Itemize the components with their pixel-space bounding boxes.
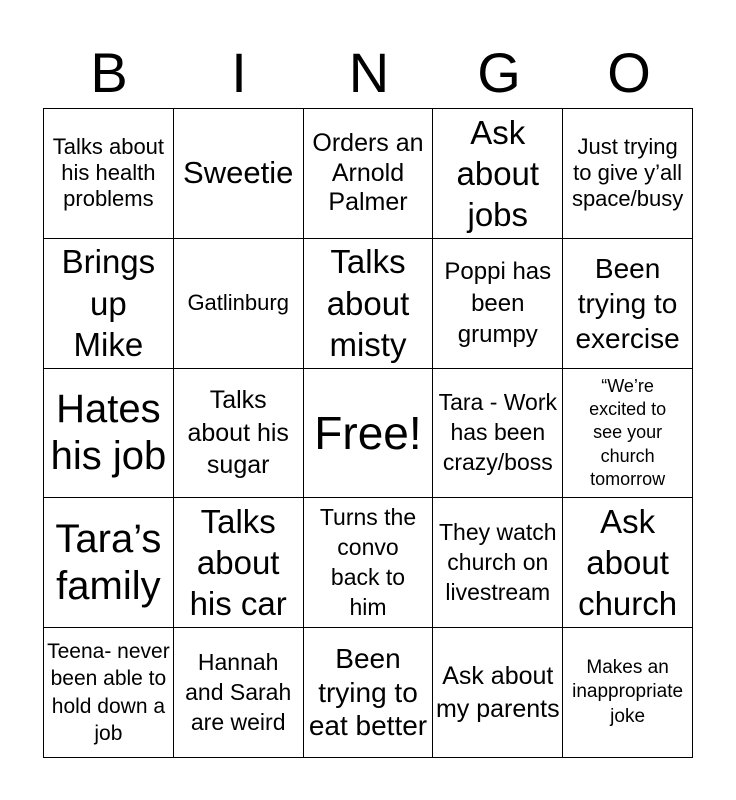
bingo-cell-r4c4[interactable] (433, 498, 563, 628)
bingo-cell-r4c2[interactable] (174, 498, 304, 628)
bingo-cell-r2c5[interactable] (563, 239, 693, 369)
bingo-cell-r3c4[interactable] (433, 369, 563, 499)
cell-text: Orders an Arnold Palmer (312, 129, 424, 217)
bingo-cell-r2c2[interactable] (174, 239, 304, 369)
cell-text: Talks about his health problems (52, 134, 165, 212)
cell-text: Tara’s family (55, 516, 162, 608)
bingo-cell-r2c4[interactable] (433, 239, 563, 369)
cell-text: Makes an inappropriate joke (572, 656, 684, 727)
bingo-cell-r1c5[interactable] (563, 109, 693, 239)
bingo-cell-r3c3[interactable] (304, 369, 434, 499)
bingo-board (43, 108, 693, 758)
cell-text: Talks about his sugar (187, 386, 289, 480)
bingo-cell-r5c2[interactable] (174, 628, 304, 758)
cell-text: Teena- never been able to hold down a job (47, 640, 170, 745)
bingo-cell-r4c1[interactable] (44, 498, 174, 628)
bingo-cell-r2c3[interactable] (304, 239, 434, 369)
cell-text: “We’re excited to see your church tomorrow (589, 375, 667, 490)
bingo-cell-r1c1[interactable] (44, 109, 174, 239)
cell-text: Hannah and Sarah are weird (185, 648, 292, 735)
cell-text: Sweetie (183, 155, 294, 191)
cell-text: They watch church on livestream (438, 518, 557, 605)
bingo-cell-r1c3[interactable] (304, 109, 434, 239)
cell-text: Ask about my parents (435, 662, 560, 723)
cell-text: Tara - Work has been crazy/boss (438, 389, 557, 475)
header-letter-o: O (607, 41, 651, 104)
cell-text: Been trying to exercise (575, 252, 680, 354)
bingo-cell-r3c1[interactable] (44, 369, 174, 499)
bingo-cell-r4c3[interactable] (304, 498, 434, 628)
header-letter-n: N (348, 41, 390, 104)
cell-text: Just trying to give y’all space/busy (571, 134, 684, 212)
bingo-cell-r1c4[interactable] (433, 109, 563, 239)
bingo-cell-r4c5[interactable] (563, 498, 693, 628)
free-space-text: Free! (314, 406, 422, 459)
bingo-cell-r5c1[interactable] (44, 628, 174, 758)
cell-text: Turns the convo back to him (319, 504, 417, 620)
bingo-cell-r2c1[interactable] (44, 239, 174, 369)
header-letter-i: I (231, 41, 247, 104)
cell-text: Talks about his car (189, 502, 287, 623)
cell-text: Brings up Mike (61, 243, 156, 363)
header-letter-b: B (90, 41, 128, 104)
bingo-cell-r5c4[interactable] (433, 628, 563, 758)
cell-text: Hates his job (50, 386, 167, 478)
header-letter-g: G (477, 41, 521, 104)
cell-text: Been trying to eat better (308, 643, 428, 742)
cell-text: Ask about jobs (456, 113, 540, 234)
bingo-cell-r3c2[interactable] (174, 369, 304, 499)
bingo-cell-r3c5[interactable] (563, 369, 693, 499)
bingo-cell-r1c2[interactable] (174, 109, 304, 239)
bingo-cell-r5c5[interactable] (563, 628, 693, 758)
cell-text: Talks about misty (326, 243, 410, 363)
bingo-cell-r5c3[interactable] (304, 628, 434, 758)
cell-text: Ask about church (578, 502, 678, 623)
cell-text: Poppi has been grumpy (444, 258, 552, 348)
cell-text: Gatlinburg (187, 290, 289, 316)
bingo-header (44, 40, 694, 106)
